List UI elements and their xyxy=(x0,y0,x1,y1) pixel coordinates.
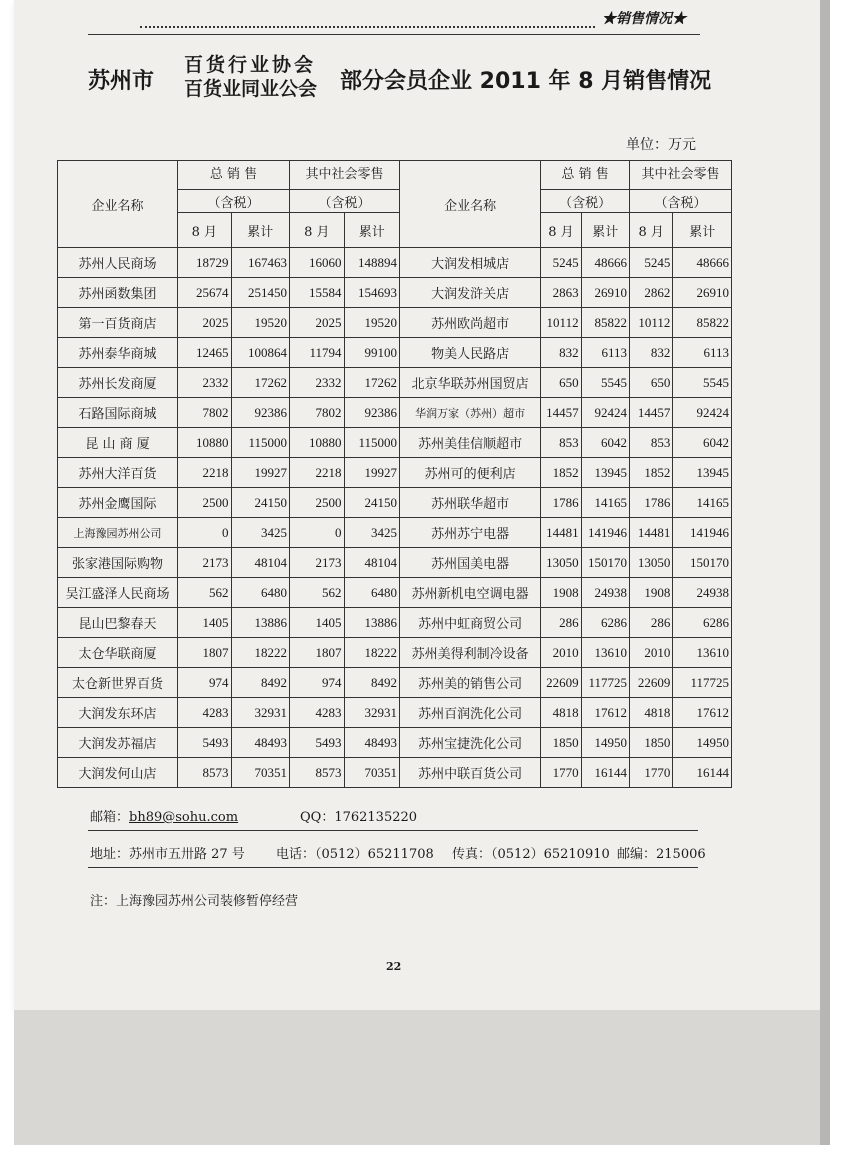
value-left-r-c: 70351 xyxy=(344,758,400,788)
company-name-left: 吴江盛泽人民商场 xyxy=(58,578,178,608)
value-right-r-m: 2862 xyxy=(630,278,673,308)
value-left-t-m: 2332 xyxy=(178,368,231,398)
value-right-r-m: 1850 xyxy=(630,728,673,758)
value-right-t-c: 26910 xyxy=(581,278,629,308)
col-cumulative: 累计 xyxy=(673,213,732,248)
value-right-r-m: 5245 xyxy=(630,248,673,278)
value-left-r-m: 2025 xyxy=(290,308,344,338)
value-right-r-m: 832 xyxy=(630,338,673,368)
col-month: 8 月 xyxy=(541,213,581,248)
col-company-left: 企业名称 xyxy=(58,161,178,248)
value-right-r-m: 14481 xyxy=(630,518,673,548)
value-left-r-c: 92386 xyxy=(344,398,400,428)
company-name-right: 苏州中联百货公司 xyxy=(400,758,541,788)
value-right-r-m: 650 xyxy=(630,368,673,398)
fax: 传真：（0512）65210910 xyxy=(452,847,610,862)
value-right-r-c: 13945 xyxy=(673,458,732,488)
value-left-t-m: 5493 xyxy=(178,728,231,758)
value-right-r-m: 10112 xyxy=(630,308,673,338)
value-right-r-c: 85822 xyxy=(673,308,732,338)
col-company-right: 企业名称 xyxy=(400,161,541,248)
value-left-t-c: 70351 xyxy=(231,758,290,788)
value-right-r-m: 1908 xyxy=(630,578,673,608)
value-right-t-m: 2010 xyxy=(541,638,581,668)
value-left-t-c: 19520 xyxy=(231,308,290,338)
qq-number: QQ：1762135220 xyxy=(300,810,418,825)
value-left-t-c: 13886 xyxy=(231,608,290,638)
value-left-t-m: 2500 xyxy=(178,488,231,518)
value-right-t-c: 6042 xyxy=(581,428,629,458)
value-left-t-c: 18222 xyxy=(231,638,290,668)
value-left-t-c: 92386 xyxy=(231,398,290,428)
value-right-r-m: 2010 xyxy=(630,638,673,668)
col-cumulative: 累计 xyxy=(581,213,629,248)
value-right-t-c: 14165 xyxy=(581,488,629,518)
table-row xyxy=(58,428,732,458)
value-left-r-c: 17262 xyxy=(344,368,400,398)
value-left-r-m: 8573 xyxy=(290,758,344,788)
value-left-r-c: 32931 xyxy=(344,698,400,728)
col-total-right xyxy=(541,161,630,190)
value-left-t-c: 48493 xyxy=(231,728,290,758)
value-right-r-m: 13050 xyxy=(630,548,673,578)
table-head xyxy=(58,161,732,248)
col-retail-right xyxy=(630,161,732,190)
company-name-left: 太仓新世界百货 xyxy=(58,668,178,698)
col-cumulative: 累计 xyxy=(344,213,400,248)
value-left-t-c: 17262 xyxy=(231,368,290,398)
col-cumulative: 累计 xyxy=(231,213,290,248)
col-retail-right-l1: 其中社会零售 xyxy=(641,167,720,182)
value-right-t-c: 6286 xyxy=(581,608,629,638)
email-line xyxy=(90,806,238,825)
company-name-right: 苏州联华超市 xyxy=(400,488,541,518)
col-total-left-tax: （含税） xyxy=(178,190,290,213)
value-right-t-c: 14950 xyxy=(581,728,629,758)
table-row xyxy=(58,488,732,518)
value-left-t-m: 18729 xyxy=(178,248,231,278)
value-right-r-c: 141946 xyxy=(673,518,732,548)
table-row xyxy=(58,458,732,488)
table-row xyxy=(58,668,732,698)
value-left-t-c: 8492 xyxy=(231,668,290,698)
header-dotted-rule xyxy=(140,12,595,28)
email-label: 邮箱： xyxy=(90,810,130,825)
title-city: 苏州市 xyxy=(88,69,155,94)
value-right-r-c: 6113 xyxy=(673,338,732,368)
company-name-left: 苏州大洋百货 xyxy=(58,458,178,488)
value-left-t-m: 2025 xyxy=(178,308,231,338)
value-left-r-c: 115000 xyxy=(344,428,400,458)
value-right-r-c: 92424 xyxy=(673,398,732,428)
value-left-r-c: 18222 xyxy=(344,638,400,668)
col-month: 8 月 xyxy=(630,213,673,248)
table-row xyxy=(58,698,732,728)
company-name-right: 苏州国美电器 xyxy=(400,548,541,578)
value-right-t-m: 832 xyxy=(541,338,581,368)
value-right-t-c: 117725 xyxy=(581,668,629,698)
col-total-right-tax: （含税） xyxy=(541,190,630,213)
value-left-r-m: 1405 xyxy=(290,608,344,638)
value-left-r-c: 24150 xyxy=(344,488,400,518)
company-name-right: 苏州美的销售公司 xyxy=(400,668,541,698)
title-block xyxy=(88,50,728,100)
col-total-left-l1: 总 销 售 xyxy=(209,167,258,182)
table-row xyxy=(58,638,732,668)
company-name-left: 大润发东环店 xyxy=(58,698,178,728)
value-left-r-c: 148894 xyxy=(344,248,400,278)
address: 地址：苏州市五卅路 27 号 xyxy=(90,847,245,862)
company-name-right: 物美人民路店 xyxy=(400,338,541,368)
company-name-right: 大润发浒关店 xyxy=(400,278,541,308)
col-retail-left-tax: （含税） xyxy=(290,190,400,213)
phone: 电话：（0512）65211708 xyxy=(276,847,434,862)
value-left-t-c: 115000 xyxy=(231,428,290,458)
value-right-t-m: 650 xyxy=(541,368,581,398)
value-left-r-c: 19927 xyxy=(344,458,400,488)
value-right-t-c: 13945 xyxy=(581,458,629,488)
company-name-left: 上海豫园苏州公司 xyxy=(58,518,178,548)
company-name-left: 昆 山 商 厦 xyxy=(58,428,178,458)
value-right-r-c: 16144 xyxy=(673,758,732,788)
value-left-t-m: 1405 xyxy=(178,608,231,638)
value-right-r-m: 14457 xyxy=(630,398,673,428)
email-link[interactable]: bh89@sohu.com xyxy=(129,810,239,825)
value-left-t-m: 4283 xyxy=(178,698,231,728)
value-left-r-m: 5493 xyxy=(290,728,344,758)
value-left-t-m: 2218 xyxy=(178,458,231,488)
value-right-r-c: 6042 xyxy=(673,428,732,458)
value-left-t-m: 8573 xyxy=(178,758,231,788)
value-right-t-m: 1850 xyxy=(541,728,581,758)
value-left-r-c: 48493 xyxy=(344,728,400,758)
table-row xyxy=(58,758,732,788)
value-right-t-c: 92424 xyxy=(581,398,629,428)
value-left-t-m: 12465 xyxy=(178,338,231,368)
section-label: ★销售情况★ xyxy=(602,11,686,27)
value-right-t-c: 13610 xyxy=(581,638,629,668)
col-month: 8 月 xyxy=(178,213,231,248)
contact-rule xyxy=(88,830,698,831)
value-right-r-c: 14165 xyxy=(673,488,732,518)
value-right-t-m: 4818 xyxy=(541,698,581,728)
value-right-t-c: 24938 xyxy=(581,578,629,608)
company-name-left: 太仓华联商厦 xyxy=(58,638,178,668)
value-left-t-c: 6480 xyxy=(231,578,290,608)
value-left-r-m: 1807 xyxy=(290,638,344,668)
value-left-r-c: 19520 xyxy=(344,308,400,338)
value-left-r-m: 2218 xyxy=(290,458,344,488)
company-name-left: 第一百货商店 xyxy=(58,308,178,338)
value-right-r-c: 6286 xyxy=(673,608,732,638)
company-name-right: 大润发相城店 xyxy=(400,248,541,278)
value-right-t-m: 1770 xyxy=(541,758,581,788)
value-left-r-m: 16060 xyxy=(290,248,344,278)
title-org-line2: 百货业同业公会 xyxy=(184,78,318,100)
value-left-r-c: 8492 xyxy=(344,668,400,698)
table-row xyxy=(58,248,732,278)
value-right-r-c: 17612 xyxy=(673,698,732,728)
value-left-t-c: 100864 xyxy=(231,338,290,368)
value-right-r-c: 117725 xyxy=(673,668,732,698)
value-left-r-c: 154693 xyxy=(344,278,400,308)
value-right-r-c: 48666 xyxy=(673,248,732,278)
company-name-right: 苏州欧尚超市 xyxy=(400,308,541,338)
value-left-t-c: 32931 xyxy=(231,698,290,728)
title-org-line1: 百货行业协会 xyxy=(184,54,317,76)
value-right-t-c: 6113 xyxy=(581,338,629,368)
value-right-r-c: 150170 xyxy=(673,548,732,578)
value-left-t-c: 251450 xyxy=(231,278,290,308)
value-right-t-m: 286 xyxy=(541,608,581,638)
col-total-left xyxy=(178,161,290,190)
company-name-left: 苏州人民商场 xyxy=(58,248,178,278)
company-name-left: 石路国际商城 xyxy=(58,398,178,428)
company-name-left: 苏州金鹰国际 xyxy=(58,488,178,518)
value-right-t-c: 48666 xyxy=(581,248,629,278)
company-name-right: 华润万家（苏州）超市 xyxy=(400,398,541,428)
table-row xyxy=(58,278,732,308)
value-right-r-c: 26910 xyxy=(673,278,732,308)
value-right-r-m: 1770 xyxy=(630,758,673,788)
table-row xyxy=(58,338,732,368)
page-title: 部分会员企业 2011 年 8 月销售情况 xyxy=(340,69,712,94)
value-right-t-m: 1852 xyxy=(541,458,581,488)
value-left-t-m: 0 xyxy=(178,518,231,548)
unit-label: 单位：万元 xyxy=(626,137,696,153)
value-right-t-m: 22609 xyxy=(541,668,581,698)
table-row xyxy=(58,368,732,398)
company-name-left: 张家港国际购物 xyxy=(58,548,178,578)
company-name-left: 苏州泰华商城 xyxy=(58,338,178,368)
col-month: 8 月 xyxy=(290,213,344,248)
company-name-left: 苏州函数集团 xyxy=(58,278,178,308)
scan-shadow-right xyxy=(820,0,830,1145)
table-row xyxy=(58,518,732,548)
table-row xyxy=(58,308,732,338)
value-right-t-m: 13050 xyxy=(541,548,581,578)
table-row xyxy=(58,398,732,428)
value-right-t-c: 141946 xyxy=(581,518,629,548)
value-left-t-m: 974 xyxy=(178,668,231,698)
value-right-r-c: 13610 xyxy=(673,638,732,668)
value-left-r-c: 99100 xyxy=(344,338,400,368)
company-name-right: 苏州苏宁电器 xyxy=(400,518,541,548)
company-name-left: 苏州长发商厦 xyxy=(58,368,178,398)
company-name-right: 苏州百润洗化公司 xyxy=(400,698,541,728)
value-left-r-m: 15584 xyxy=(290,278,344,308)
col-total-right-l1: 总 销 售 xyxy=(561,167,609,182)
value-left-r-m: 2500 xyxy=(290,488,344,518)
value-right-t-c: 16144 xyxy=(581,758,629,788)
value-right-t-m: 5245 xyxy=(541,248,581,278)
value-left-r-m: 0 xyxy=(290,518,344,548)
value-left-r-m: 974 xyxy=(290,668,344,698)
value-left-t-m: 562 xyxy=(178,578,231,608)
address-rule xyxy=(88,867,698,868)
value-left-t-m: 2173 xyxy=(178,548,231,578)
value-right-r-m: 4818 xyxy=(630,698,673,728)
value-left-r-m: 2173 xyxy=(290,548,344,578)
company-name-right: 苏州可的便利店 xyxy=(400,458,541,488)
company-name-right: 北京华联苏州国贸店 xyxy=(400,368,541,398)
value-left-r-m: 11794 xyxy=(290,338,344,368)
value-left-r-c: 13886 xyxy=(344,608,400,638)
value-right-t-m: 1908 xyxy=(541,578,581,608)
company-name-right: 苏州宝捷洗化公司 xyxy=(400,728,541,758)
value-left-r-c: 48104 xyxy=(344,548,400,578)
value-left-t-c: 48104 xyxy=(231,548,290,578)
value-right-t-m: 853 xyxy=(541,428,581,458)
value-right-t-m: 10112 xyxy=(541,308,581,338)
company-name-right: 苏州美佳信顺超市 xyxy=(400,428,541,458)
value-left-r-m: 4283 xyxy=(290,698,344,728)
page-number: 22 xyxy=(386,960,402,973)
value-right-t-m: 14481 xyxy=(541,518,581,548)
value-right-t-c: 150170 xyxy=(581,548,629,578)
value-right-r-m: 286 xyxy=(630,608,673,638)
value-right-t-c: 5545 xyxy=(581,368,629,398)
value-right-r-m: 1852 xyxy=(630,458,673,488)
value-left-r-m: 2332 xyxy=(290,368,344,398)
value-right-t-m: 1786 xyxy=(541,488,581,518)
col-retail-right-tax: （含税） xyxy=(630,190,732,213)
company-name-left: 大润发苏福店 xyxy=(58,728,178,758)
value-left-t-c: 167463 xyxy=(231,248,290,278)
value-right-r-c: 14950 xyxy=(673,728,732,758)
value-left-t-c: 3425 xyxy=(231,518,290,548)
value-right-t-c: 85822 xyxy=(581,308,629,338)
value-right-t-c: 17612 xyxy=(581,698,629,728)
table-row xyxy=(58,548,732,578)
value-right-r-c: 5545 xyxy=(673,368,732,398)
value-right-r-m: 1786 xyxy=(630,488,673,518)
value-left-r-m: 10880 xyxy=(290,428,344,458)
company-name-right: 苏州新机电空调电器 xyxy=(400,578,541,608)
value-left-t-m: 25674 xyxy=(178,278,231,308)
value-right-t-m: 2863 xyxy=(541,278,581,308)
table-row xyxy=(58,728,732,758)
company-name-right: 苏州美得利制冷设备 xyxy=(400,638,541,668)
scan-shadow-bottom xyxy=(14,1010,820,1145)
company-name-left: 昆山巴黎春天 xyxy=(58,608,178,638)
value-right-r-m: 853 xyxy=(630,428,673,458)
value-left-t-m: 10880 xyxy=(178,428,231,458)
header-rule xyxy=(88,34,700,35)
value-left-r-m: 7802 xyxy=(290,398,344,428)
value-left-r-c: 6480 xyxy=(344,578,400,608)
footnote: 注：上海豫园苏州公司装修暂停经营 xyxy=(90,894,299,909)
value-left-t-c: 24150 xyxy=(231,488,290,518)
company-name-right: 苏州中虹商贸公司 xyxy=(400,608,541,638)
value-right-r-c: 24938 xyxy=(673,578,732,608)
postcode: 邮编：215006 xyxy=(617,847,706,862)
company-name-left: 大润发何山店 xyxy=(58,758,178,788)
col-retail-left-l1: 其中社会零售 xyxy=(305,167,384,182)
value-left-r-c: 3425 xyxy=(344,518,400,548)
sales-table xyxy=(57,160,732,788)
value-right-t-m: 14457 xyxy=(541,398,581,428)
table-row xyxy=(58,578,732,608)
table-body xyxy=(58,248,732,788)
col-retail-left xyxy=(290,161,400,190)
value-left-t-m: 1807 xyxy=(178,638,231,668)
table-row xyxy=(58,608,732,638)
value-left-t-m: 7802 xyxy=(178,398,231,428)
value-left-t-c: 19927 xyxy=(231,458,290,488)
value-left-r-m: 562 xyxy=(290,578,344,608)
value-right-r-m: 22609 xyxy=(630,668,673,698)
